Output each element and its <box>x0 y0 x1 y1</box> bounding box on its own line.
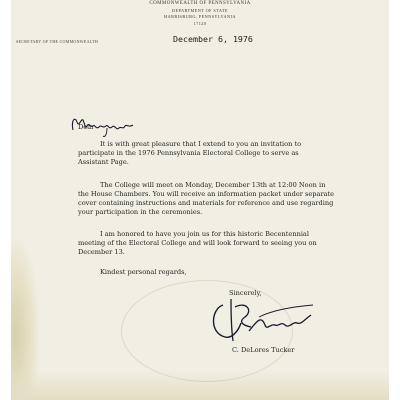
paragraph-3-line: I am honored to have you join us for this historic Becentennial <box>100 230 309 238</box>
closing-regards: Kindest personal regards, <box>100 268 187 276</box>
paragraph-1-line: It is with great pleasure that I extend to you an invitation to <box>100 140 302 148</box>
letterhead-department: DEPARTMENT OF STATE <box>172 8 228 13</box>
paragraph-3-line: December 13. <box>78 248 125 256</box>
paragraph-1-line: participate in the 1976 Pennsylvania Electoral College to serve as <box>78 149 299 157</box>
salutation: Dear <box>78 123 95 131</box>
paragraph-2-line: the House Chambers. You will receive an information packet under separate <box>78 190 335 198</box>
letterhead-zip: 17120 <box>193 21 207 26</box>
paragraph-2-line: cover containing instructions and materials for reference and use regarding <box>78 199 334 207</box>
handwritten-signature <box>201 285 331 347</box>
paragraph-3-line: meeting of the Electoral College and will look forward to seeing you on <box>78 239 317 247</box>
secretary-title: SECRETARY OF THE COMMONWEALTH <box>16 39 99 44</box>
sincerely-closing: Sincerely, <box>229 289 262 297</box>
signer-name: C. DeLores Tucker <box>232 346 295 354</box>
paragraph-1-line: Assistant Page. <box>78 158 129 166</box>
letterhead-city: HARRISBURG, PENNSYLVANIA <box>164 14 236 19</box>
paragraph-2-line: your participation in the ceremonies. <box>78 208 203 216</box>
letter-date: December 6, 1976 <box>173 34 253 44</box>
paragraph-2-line: The College will meet on Monday, December 13th at 12:00 Noon in <box>100 181 326 189</box>
letter-sheet <box>11 0 389 400</box>
handwritten-name <box>63 112 143 140</box>
letterhead-commonwealth: COMMONWEALTH OF PENNSYLVANIA <box>149 1 251 6</box>
